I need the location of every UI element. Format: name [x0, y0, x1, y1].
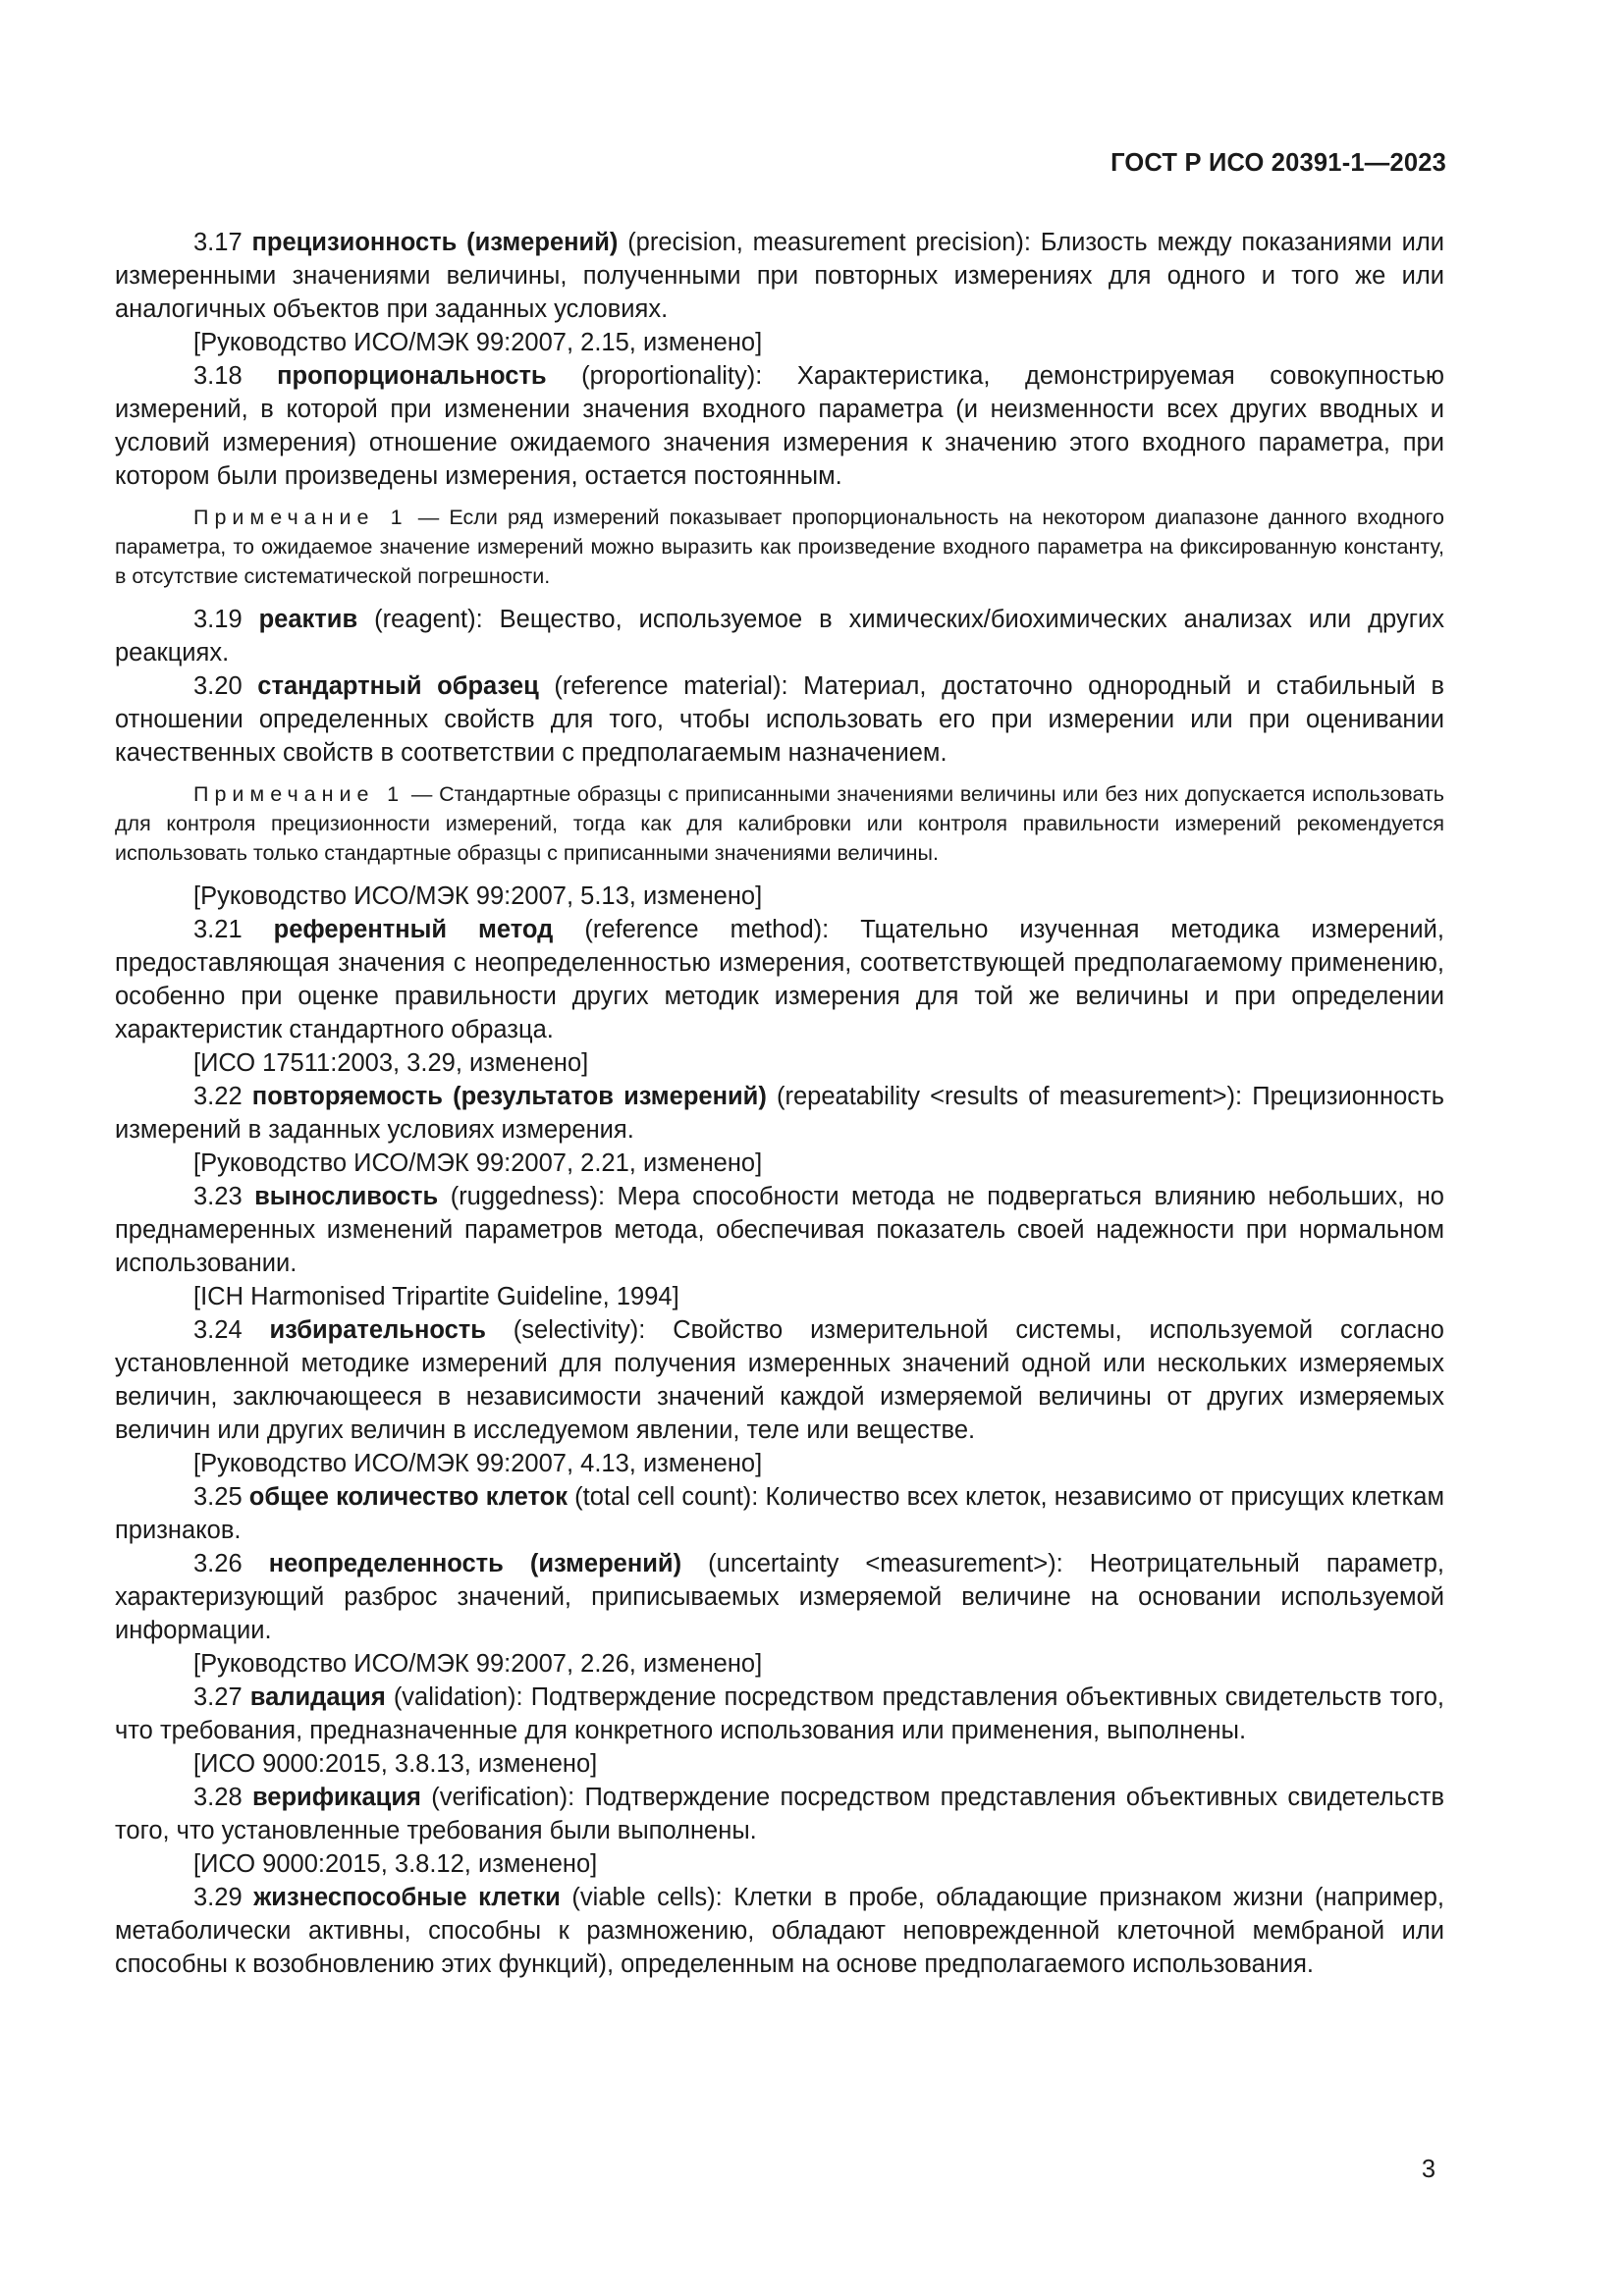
- term-definition: (ruggedness): Мера способности метода не подвергаться влиянию небольших, но преднамеренных изменений параметров метода, обеспечивая показатель своей надежности при нормальном использовании.: [115, 1183, 1444, 1277]
- term-number: 3.25: [193, 1483, 243, 1511]
- term-definition: (precision, measurement precision): Близость между показаниями или измеренными значениями величины, полученными при повторных измерениях для одного и того же или аналогичных объектов при заданных условиях.: [115, 229, 1444, 323]
- term-reference: [Руководство ИСО/МЭК 99:2007, 4.13, изменено]: [193, 1450, 763, 1477]
- term-definition: (reagent): Вещество, используемое в химических/биохимических анализах или других реакциях.: [115, 606, 1444, 667]
- term-entry: [115, 913, 1444, 1046]
- term-entry: [115, 1781, 1444, 1847]
- note-text: — Если ряд измерений показывает пропорциональность на некотором диапазоне данного входного параметра, то ожидаемое значение измерений можно выразить как произведение входного параметра на фиксированную константу, в отсутствие систематической погрешности.: [115, 506, 1444, 588]
- term-entry: [115, 1080, 1444, 1147]
- term-entry: [115, 1180, 1444, 1280]
- term-note: [115, 503, 1444, 591]
- term-number: 3.26: [193, 1550, 243, 1577]
- term-reference: [ИСО 17511:2003, 3.29, изменено]: [193, 1049, 589, 1077]
- term-number: 3.17: [193, 229, 243, 256]
- term-reference: [ИСО 9000:2015, 3.8.12, изменено]: [193, 1850, 598, 1878]
- term-entry: [115, 359, 1444, 493]
- term-name: стандартный образец: [257, 672, 539, 700]
- term-number: 3.22: [193, 1083, 243, 1110]
- term-entry: [115, 669, 1444, 770]
- term-number: 3.24: [193, 1316, 243, 1344]
- term-number: 3.27: [193, 1683, 243, 1711]
- term-reference: [Руководство ИСО/МЭК 99:2007, 5.13, изменено]: [193, 882, 763, 910]
- term-reference: [Руководство ИСО/МЭК 99:2007, 2.21, изменено]: [193, 1149, 763, 1177]
- term-reference: [ИСО 9000:2015, 3.8.13, изменено]: [193, 1750, 598, 1778]
- term-entry: [115, 1547, 1444, 1647]
- term-name: избирательность: [269, 1316, 486, 1344]
- term-name: неопределенность (измерений): [268, 1550, 682, 1577]
- term-reference: [ICH Harmonised Tripartite Guideline, 1994]: [193, 1283, 679, 1310]
- term-name: прецизионность (измерений): [251, 229, 619, 256]
- terms-content: [115, 226, 1444, 1981]
- term-name: пропорциональность: [277, 362, 547, 390]
- term-entry: [115, 1313, 1444, 1447]
- term-name: жизнеспособные клетки: [253, 1884, 561, 1911]
- term-name: референтный метод: [273, 916, 554, 943]
- term-entry: [115, 1881, 1444, 1981]
- term-number: 3.21: [193, 916, 243, 943]
- term-note: [115, 779, 1444, 868]
- document-id-header: ГОСТ Р ИСО 20391-1—2023: [1110, 149, 1446, 177]
- term-entry: [115, 603, 1444, 669]
- term-definition: (validation): Подтверждение посредством представления объективных свидетельств того, что требования, предназначенные для конкретного использования или применения, выполнены.: [115, 1683, 1444, 1744]
- term-definition: (viable cells): Клетки в пробе, обладающие признаком жизни (например, метаболически активны, способны к размножению, обладают неповрежденной клеточной мембраной или способны к возобновлению этих функций), определенным на основе предполагаемого использования.: [115, 1884, 1444, 1978]
- term-entry: [115, 1480, 1444, 1547]
- term-definition: (selectivity): Свойство измерительной системы, используемой согласно установленной методике измерений для получения измеренных значений одной или нескольких измеряемых величин, заключающееся в независимости значений каждой измеряемой величины от других измеряемых величин или других величин в исследуемом явлении, теле или веществе.: [115, 1316, 1444, 1444]
- term-entry: [115, 226, 1444, 326]
- term-number: 3.19: [193, 606, 243, 633]
- term-reference: [Руководство ИСО/МЭК 99:2007, 2.15, изменено]: [193, 329, 763, 356]
- term-number: 3.29: [193, 1884, 243, 1911]
- term-number: 3.28: [193, 1784, 243, 1811]
- term-number: 3.20: [193, 672, 243, 700]
- note-label: Примечание 1: [193, 782, 406, 806]
- term-reference: [Руководство ИСО/МЭК 99:2007, 2.26, изменено]: [193, 1650, 763, 1678]
- term-definition: (reference method): Тщательно изученная методика измерений, предоставляющая значения с неопределенностью измерения, соответствующей предполагаемому применению, особенно при оценке правильности других методик измерения для той же величины и при определении характеристик стандартного образца.: [115, 916, 1444, 1043]
- term-name: валидация: [249, 1683, 386, 1711]
- term-number: 3.18: [193, 362, 243, 390]
- note-text: — Стандартные образцы с приписанными значениями величины или без них допускается использовать для контроля прецизионности измерений, тогда как для калибровки или контроля правильности измерений рекомендуется использовать только стандартные образцы с приписанными значениями величины.: [115, 782, 1445, 865]
- term-number: 3.23: [193, 1183, 243, 1210]
- term-definition: (reference material): Материал, достаточно однородный и стабильный в отношении определенных свойств для того, чтобы использовать его при измерении или при оценивании качественных свойств в соответствии с предполагаемым назначением.: [115, 672, 1444, 767]
- term-definition: (uncertainty <measurement>): Неотрицательный параметр, характеризующий разброс значений, приписываемых измеряемой величине на основании используемой информации.: [115, 1550, 1445, 1644]
- term-name: реактив: [258, 606, 358, 633]
- term-definition: (verification): Подтверждение посредством представления объективных свидетельств того, что установленные требования были выполнены.: [115, 1784, 1444, 1844]
- term-definition: (total cell count): Количество всех клеток, независимо от присущих клеткам признаков.: [115, 1483, 1444, 1544]
- term-entry: [115, 1681, 1444, 1747]
- term-name: верификация: [251, 1784, 421, 1811]
- term-definition: (repeatability <results of measurement>): Прецизионность измерений в заданных условиях измерения.: [115, 1083, 1444, 1144]
- term-name: выносливость: [254, 1183, 439, 1210]
- term-definition: (proportionality): Характеристика, демонстрируемая совокупностью измерений, в которой при изменении значения входного параметра (и неизменности всех других вводных и условий измерения) отношение ожидаемого значения измерения к значению этого входного параметра, при котором были произведены измерения, остается постоянным.: [115, 362, 1444, 490]
- term-name: повторяемость (результатов измерений): [251, 1083, 767, 1110]
- note-label: Примечание 1: [193, 506, 408, 529]
- term-name: общее количество клеток: [248, 1483, 568, 1511]
- page-number: 3: [1421, 2156, 1435, 2183]
